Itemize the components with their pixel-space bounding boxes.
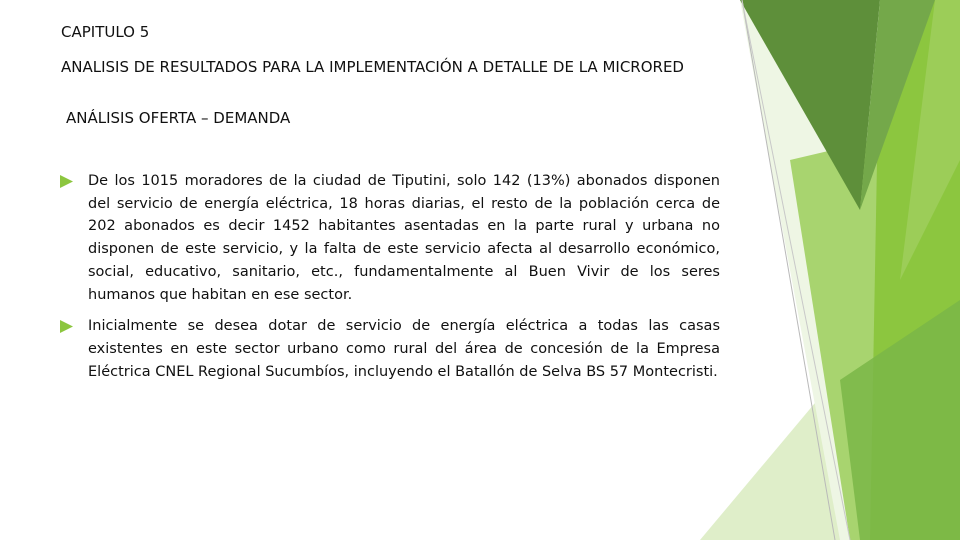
triangle-bullet-icon <box>60 175 73 188</box>
triangle-bullet-icon <box>60 320 73 333</box>
bullet-item <box>60 315 720 383</box>
chapter-heading: CAPITULO 5 <box>61 23 150 41</box>
bullet-text: De los 1015 moradores de la ciudad de Tiputini, solo 142 (13%) abonados disponen del servicio de energía eléctrica, 18 horas diarias, el resto de la población cerca de 202 abonados es decir 1452 habitantes asentadas en la parte rural y urbana no disponen de este servicio, y la falta de este servicio afecta al desarrollo económico, social, educativo, sanitario, etc., fundamentalmente al Buen Vivir de los seres humanos que habitan en ese sector. <box>88 173 720 303</box>
bullet-item <box>60 170 720 306</box>
bullet-text: Inicialmente se desea dotar de servicio de energía eléctrica a todas las casas existentes en este sector urbano como rural del área de concesión de la Empresa Eléctrica CNEL Regional Sucumbíos, incluyendo el Batallón de Selva BS 57 Montecristi. <box>88 318 720 380</box>
slide-title: ANALISIS DE RESULTADOS PARA LA IMPLEMENTACIÓN A DETALLE DE LA MICRORED <box>61 58 684 76</box>
bullet-list <box>60 170 720 392</box>
slide-subtitle: ANÁLISIS OFERTA – DEMANDA <box>66 109 291 127</box>
